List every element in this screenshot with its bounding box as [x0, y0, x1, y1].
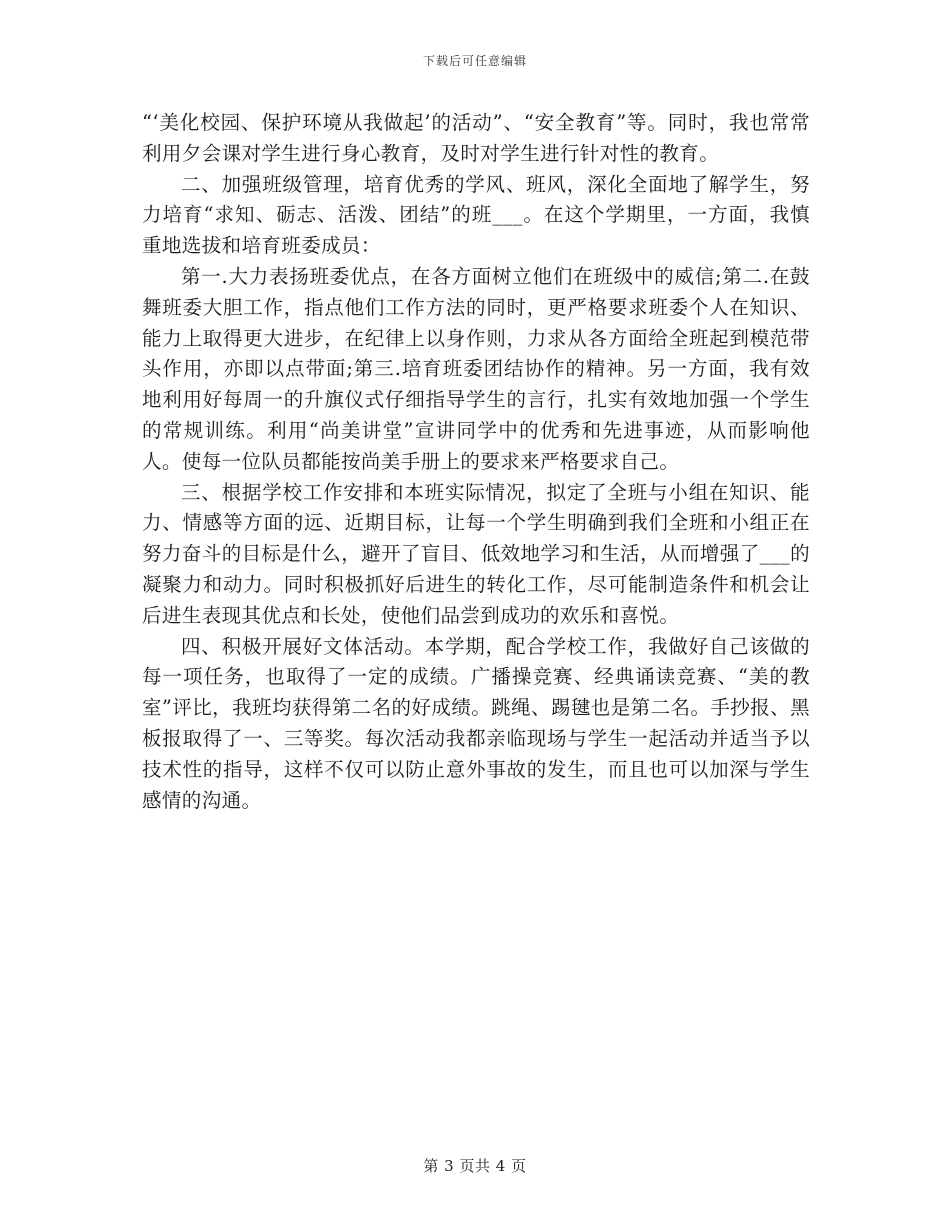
- paragraph-activities: 四、积极开展好文体活动。本学期，配合学校工作，我做好自己该做的每一项任务，也取得了一定的成绩。广播操竞赛、经典诵读竞赛、“美的教室”评比，我班均获得第二名的好成绩。跳绳、踢毽也是第二名。手抄报、黑板报取得了一、三等奖。每次活动我都亲临现场与学生一起活动并适当予以技术性的指导，这样不仅可以防止意外事故的发生，而且也可以加深与学生感情的沟通。: [142, 634, 810, 812]
- page-number: 第 3 页共 4 页: [423, 1157, 527, 1175]
- page-header: 下载后可任意编辑: [422, 54, 527, 68]
- paragraph-goals: 三、根据学校工作安排和本班实际情况，拟定了全班与小组在知识、能力、情感等方面的远、近期目标，让每一个学生明确到我们全班和小组正在努力奋斗的目标是什么，避开了盲目、低效地学习和生活，从而增强了___的凝聚力和动力。同时积极抓好后进生的转化工作，尽可能制造条件和机会让后进生表现其优点和长处，使他们品尝到成功的欢乐和喜悦。: [142, 480, 810, 627]
- document-body: [142, 108, 810, 816]
- paragraph-class-committee: 第一.大力表扬班委优点，在各方面树立他们在班级中的威信;第二.在鼓舞班委大胆工作，指点他们工作方法的同时，更严格要求班委个人在知识、能力上取得更大进步，在纪律上以身作则，力求从各方面给全班起到模范带头作用，亦即以点带面;第三.培育班委团结协作的精神。另一方面，我有效地利用好每周一的升旗仪式仔细指导学生的言行，扎实有效地加强一个学生的常规训练。利用“尚美讲堂”宣讲同学中的优秀和先进事迹，从而影响他人。使每一位队员都能按尚美手册上的要求来严格要求自己。: [142, 264, 810, 473]
- paragraph-continuation: “‘美化校园、保护环境从我做起’的活动”、“安全教育”等。同时，我也常常利用夕会课对学生进行身心教育，及时对学生进行针对性的教育。: [142, 111, 810, 165]
- paragraph-class-management: 二、加强班级管理，培育优秀的学风、班风，深化全面地了解学生，努力培育“求知、砺志、活泼、团结”的班___。在这个学期里，一方面，我慎重地选拔和培育班委成员：: [142, 172, 810, 258]
